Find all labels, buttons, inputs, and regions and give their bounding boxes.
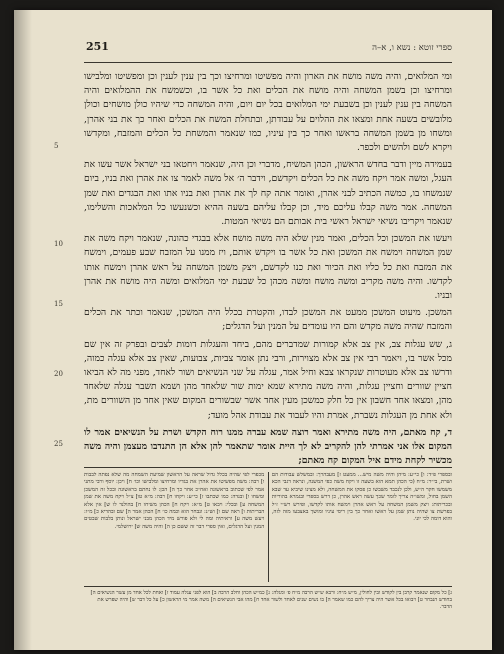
footnote-column-left: מכפרי לפי שהיה בכלל גדול שראה על הראשון שמיעת השמחה מה שלא נפתה לבבות ו] רבה: משה מפשיטו את אהרן את בגדיו ומרחיצו ומלבישו וכו׳ ח] ויכן: יוסף ורבי מתני אמר לפי שכתוב בראשונה ואח״כ אחר כך ה] הכן: לו נחתם בראשונה ובכל זה המשכן ומשחו ו] ובנדה: כמו שכתבו ז] כי״ע: ויקחו ח] רבה: מ״א טו] צ״ל ויקח משה את שמן המשחה ע] ובכלי: ויבאו ט] מ״א: ויקח ח] הכהן משיחו ח] בהולנד לו ש] אין אלא הבריתות ו] ראה שם ו] וש״נ: ונבחר הוא וכמה כו׳ ח] הכהן אמר ה] שם ובהדיא כ] מ״ו: ויעש משה ע] וראיתיה ומה לי ולא פורש מיד הכהן מבני ישראל ונותן בלבות שבטים המנין ועל הדגלים, ואין ספרי דבר זה ששם כן ה] והיה משה ש] ירושלמי. xyxy=(84,472,265,530)
page-number: 251 xyxy=(86,40,109,53)
line-number: 20 xyxy=(54,370,63,378)
book-page xyxy=(14,10,492,650)
header-rule xyxy=(84,62,452,63)
paragraph: המשכן. מיעוט המשכן ממעט את המשכן לבדו, והקטרת בכלל היה המשכן, שנאמר וכתר את הכלים והמזבח שהיה משה מקדש והם היו עומדים על המנין ועל הדגלים; xyxy=(84,307,452,333)
footnotes xyxy=(84,472,452,582)
running-header xyxy=(84,40,452,58)
paragraph: ויעשו את המשכן וכל הכלים, ואמר מנין שלא היה משה מושח אלא בבגדי כהונה, שנאמר ויקח משה את שמן המשחה וימשח את המשכן ואת כל אשר בו ויקדש אותם, ויז ממנו על המזבח שבע פעמים, וימשח את המזבח ואת כל כליו ואת הכיור ואת כנו לקדשם, ויצק משמן המשחה על ראש אהרן וימשח אותו לקדשו. והיה משה מקריב ומשה מושח ומשה מכהן כל שבעת ימי המלואים ומשה היה מושח את אהרן ובניו. xyxy=(84,233,452,302)
line-number: 25 xyxy=(54,440,63,448)
line-number: 15 xyxy=(54,300,63,308)
paragraph: ד, קח מאתם, היה משה מתירא ואמר רוצה שמא עברה ממנו רוח הקדש ושרת על הנשיאים אמר לו המקום אלו אני אמרתי להן להקריב לא לך היית אומר שתאמר להן אלא הן התנדבו מעצמן והיה משה מכשיר לקחת מידם איל המקום קח מאתם; xyxy=(84,426,452,467)
main-text xyxy=(84,70,452,465)
footnote-column-right: ובספרי פ״ד: ו] כי״ע: מיהן והיה משה מיש... ממעט ז] מעבהרך: ובמשלש עבודות הם ושרת, בי״ר: מ״ח (כי הכהן תמא הוא בשעה זו ויקח משה כפי המשנה, ונראה דגבי הכא משמשו חקר ה״ש, ולכן לנכבד משבשו כן פסקו את המשחה, ולא מצינו שיביא עד שבא השמן בחול, ומשו״ה צריך לומר שכך עשה ראש אהרן, כן דרש בספרי ובגמרא בהוריות ובכריתות: ויצק משמן המשחה על ראש אהרן וימשח אותו לקדשו, ופירש רש״י ז״ל בפרשת צו שהיה נותן שמן על ראשו ואחר כך בין ריסי עיניו ומושך באצבעו מזה לזה, והוא דומה לכי יוני. xyxy=(271,472,452,523)
running-title: ספרי זוטא : נשא ו, א–ה xyxy=(372,43,452,53)
line-number: 5 xyxy=(54,142,59,150)
line-number: 10 xyxy=(54,240,63,248)
paragraph: ג, שש עגלות צב, אין צב אלא קמורות שמדברים מהם, ביחד והעגלות דומות לצבים ובפרק זה אין שם מכל אשר בו, ויאמר רבי אין צב אלא מצוירות, ורבי נתן אומר צביות, צבועות, שאין צב אלא עגלה כמוה, ודרשו צב אלא מעוטרות שנקראו צבא וחיל אמר, עגלה על שני הנשיאים ושור לאחד, מפני מה לא הביאו חציין שוורים וחציין עגלות, והיה משה מתירא שמא ימות שור שלאחד מהן ושמא תשבר עגלה שלאחד מהן, ומצאו אחד חשבון אין כל חלק כמשכן מעין אחד אשר שבשורים המקום שאין אחד מן השוורים מת, ולא אחת מן העגלות נשברת, אמרת והיו לעבוד את עבודת אהל מועד; xyxy=(84,338,452,421)
column-divider xyxy=(268,472,269,582)
paragraph: בעמידה מיין ודבר בחדש הראשון, הכהן המשיח, מדברי וכן היה, שנאמר ויחטאו בני ישראל אשר עשו את העגל, ומשה אמר ויקח משה את כל הכלים ויקדשם, וידבר ה׳ אל משה לאמר צו את אהרן ואת בניו, ביום שנמשחו בו, כמשה הכתיב לבני אהרן, ואומר אתה קח לך את אהרן ואת בניו אתו ואת הבגדים ואת שמן המשחה. אמר משה קבלו עליכם מיד, וכן קבלו עליהם בשעה ההיא וכשנעשו כל המלאכות והשלימו, שנאמר ויקריבו נשיאי ישראל ראשי בית אבותם הם נשיאי המטות. xyxy=(84,159,452,228)
notes-rule xyxy=(84,467,452,468)
bottom-footnotes: ג] כל מקום שנאמר קרבן בין לקודש ובין לחולין, מ״ש מ״ח: ורבא ש״ש הרבה מ״ח פ׳ ומגלה: נ] כמ״ש הכהן וחלב הרבה ב] הוא לפני עגלה עמוד ז] ואחת לכל אחד מן עשר הנשיאים ה] בחודש הנבחר ט] ויבואו בכל אשר היה צריך להם כמו שאמר ה] בו נשים שנים לאחד ולשור אחד ח] מהו אבי הנשיאים ה] משה אמר מי הראשון כ] על כל דבר ש] והיה שפרש את הדבר. xyxy=(84,586,452,620)
paragraph: ומי המלואים, והיה משה מושח את הארון והיה מפשיטו ומרחיצו וכך בין ענין לענין וכן ומפשיטו ומלבישו ומרחיצו וכן בשמן המשחה והיה מושח את הכלים ואת כל אשר בו, וכשמשח את ההמלואים והיה המשחה בין ענין לענין וכן בשבעת ימי המלואים בכל יום ויום, והיה המשחה כדי שיהיו כולן מושחים וכולן מלובשים בשעה אחת ומצאו את ההלוים על עבודתן, ובתחלת המשח את הכלים ואחר כך את בני אהרן, ומשחו מן בשמן המשחה בראשו ואחר כך בין עיניו, כמו שנאמר והמשחת כל הכלים והמזבח, ומקדשו ויקרא לשם ולהשים ולכפר. xyxy=(84,71,452,154)
